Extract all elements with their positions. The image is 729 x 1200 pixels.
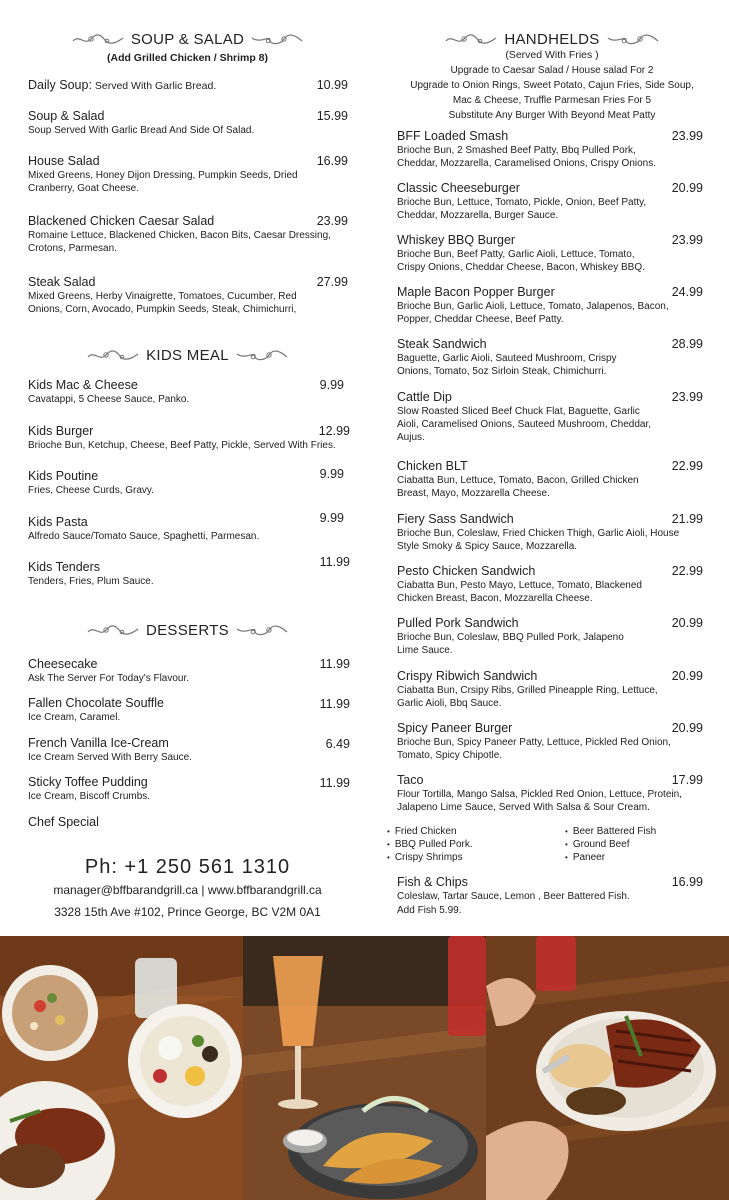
item-price: 11.99: [319, 697, 350, 711]
item-name: Kids Poutine: [28, 469, 99, 483]
item-price: 20.99: [671, 721, 703, 735]
item-desc: Brioche Bun, Coleslaw, Fried Chicken Thigh, Garlic Aioli, House Style Smoky & Spicy Sauce, Mozzarella.: [397, 528, 680, 552]
item-price: 20.99: [671, 181, 703, 195]
address: 3328 15th Ave #102, Prince George, BC V2M 0A1: [54, 905, 321, 919]
item-price: 15.99: [316, 109, 348, 123]
item-price: 28.99: [671, 337, 703, 351]
item-name: Soup & Salad: [28, 109, 105, 123]
item-price: 20.99: [671, 669, 703, 683]
item-name: House Salad: [28, 154, 100, 168]
right-flourish-icon: [250, 32, 304, 48]
item-price: 16.99: [671, 875, 703, 889]
item-price: 10.99: [316, 78, 348, 92]
food-photo-fish-chips: [243, 936, 486, 1200]
item-name: Daily Soup:: [28, 78, 92, 92]
item-desc: Brioche Bun, Garlic Aioli, Lettuce, Tomato, Jalapenos, Bacon, Popper, Cheddar Cheese, Beef Patty.: [397, 301, 669, 325]
item-name: Fiery Sass Sandwich: [397, 512, 514, 526]
item-name: Steak Salad: [28, 275, 96, 289]
menu-item: [28, 214, 338, 255]
item-desc: Ice Cream Served With Berry Sauce.: [28, 752, 192, 763]
item-price: 23.99: [316, 214, 348, 228]
upgrade-note: Upgrade to Onion Rings, Sweet Potato, Cajun Fries, Side Soup,: [410, 80, 694, 91]
menu-item: [397, 616, 637, 657]
food-photo-bowls-ribs: [0, 936, 243, 1200]
item-desc: Served With Garlic Bread.: [91, 80, 217, 92]
phone-number: Ph: +1 250 561 1310: [84, 856, 291, 878]
menu-item: [397, 459, 642, 500]
item-desc: Cavatappi, 5 Cheese Sauce, Panko.: [28, 394, 190, 405]
section-subtitle: (Served With Fries ): [505, 49, 599, 61]
menu-item: [397, 129, 672, 170]
item-price: 11.99: [319, 657, 350, 671]
menu-item: [28, 775, 328, 803]
item-price: 11.99: [319, 776, 350, 790]
item-price: 24.99: [671, 285, 703, 299]
item-desc: Brioche Bun, 2 Smashed Beef Patty, Bbq Pulled Pork, Cheddar, Mozzarella, Caramelised Onions, Crispy Onions.: [397, 145, 656, 169]
item-desc: Soup Served With Garlic Bread And Side Of Salad.: [28, 125, 255, 136]
item-name: BFF Loaded Smash: [397, 129, 509, 143]
left-flourish-icon: [71, 32, 125, 48]
menu-item: [397, 773, 697, 814]
item-price: 20.99: [671, 616, 703, 630]
right-flourish-icon: [235, 623, 289, 639]
section-title: KIDS MEAL: [146, 347, 229, 364]
item-desc: Alfredo Sauce/Tomato Sauce, Spaghetti, Parmesan.: [28, 531, 260, 542]
section-title: SOUP & SALAD: [130, 31, 245, 48]
item-price: 9.99: [319, 378, 344, 392]
section-title: DESSERTS: [146, 622, 229, 639]
item-price: 27.99: [316, 275, 348, 289]
option-item: • Crispy Shrimps: [387, 851, 473, 864]
item-desc: Ask The Server For Today's Flavour.: [28, 673, 190, 684]
item-price: 12.99: [318, 424, 350, 438]
substitute-note: Substitute Any Burger With Beyond Meat Patty: [448, 110, 656, 121]
item-name: Fallen Chocolate Souffle: [28, 696, 164, 710]
item-name: Classic Cheeseburger: [397, 181, 520, 195]
item-price: 22.99: [671, 564, 703, 578]
left-flourish-icon: [86, 623, 140, 639]
section-title: HANDHELDS: [504, 31, 600, 48]
item-desc: Coleslaw, Tartar Sauce, Lemon , Beer Battered Fish.: [397, 891, 630, 902]
handhelds-header: [375, 31, 729, 48]
section-subtitle: (Add Grilled Chicken / Shrimp 8): [106, 52, 269, 64]
taco-options-right: [565, 825, 656, 864]
item-name: Fish & Chips: [397, 875, 468, 889]
item-price: 21.99: [671, 512, 703, 526]
item-price: 23.99: [671, 129, 703, 143]
menu-item: [397, 233, 662, 274]
item-price: 17.99: [671, 773, 703, 787]
item-name: Cheesecake: [28, 657, 98, 671]
item-desc: Ciabatta Bun, Lettuce, Tomato, Bacon, Grilled Chicken Breast, Mayo, Mozzarella Cheese.: [397, 475, 639, 499]
item-desc: Brioche Bun, Coleslaw, BBQ Pulled Pork, Jalapeno Lime Sauce.: [397, 632, 624, 656]
item-price: 9.99: [319, 511, 344, 525]
item-name: Chef Special: [28, 815, 99, 829]
item-name: Chicken BLT: [397, 459, 468, 473]
upgrade-note: Mac & Cheese, Truffle Parmesan Fries For 5: [452, 95, 652, 106]
item-name: Pesto Chicken Sandwich: [397, 564, 536, 578]
menu-item: [28, 424, 348, 452]
item-desc: Ice Cream, Biscoff Crumbs.: [28, 791, 151, 802]
item-desc: Flour Tortilla, Mango Salsa, Pickled Red Onion, Lettuce, Protein, Jalapeno Lime Sauce, Served With Salsa & Sour Cream.: [397, 789, 682, 813]
item-name: Whiskey BBQ Burger: [397, 233, 516, 247]
item-price: 16.99: [316, 154, 348, 168]
desserts-header: [0, 622, 375, 639]
option-item: • BBQ Pulled Pork.: [387, 838, 473, 851]
menu-item: [397, 721, 682, 762]
item-desc: Brioche Bun, Beef Patty, Garlic Aioli, Lettuce, Tomato, Crispy Onions, Cheddar Cheese, Bacon, Whiskey BBQ.: [397, 249, 645, 273]
item-price: 23.99: [671, 233, 703, 247]
item-name: Taco: [397, 773, 424, 787]
item-desc: Ciabatta Bun, Pesto Mayo, Lettuce, Tomato, Blackened Chicken Breast, Bacon, Mozzarella Cheese.: [397, 580, 642, 604]
option-item: • Fried Chicken: [387, 825, 473, 838]
item-desc: Baguette, Garlic Aioli, Sauteed Mushroom, Crispy Onions, Tomato, 5oz Sirloin Steak, Chimichurri.: [397, 353, 617, 377]
item-name: Cattle Dip: [397, 390, 452, 404]
item-price: 11.99: [319, 555, 350, 569]
item-name: Kids Burger: [28, 424, 94, 438]
item-name: Kids Tenders: [28, 560, 101, 574]
item-name: Maple Bacon Popper Burger: [397, 285, 555, 299]
menu-item: [28, 560, 328, 588]
menu-item: [397, 512, 682, 553]
item-desc: Mixed Greens, Herby Vinaigrette, Tomatoes, Cucumber, Red Onions, Corn, Avocado, Pumpkin Seeds, Steak, Chimichurri,: [28, 291, 297, 315]
item-desc: Fries, Cheese Curds, Gravy.: [28, 485, 154, 496]
menu-item: [397, 181, 662, 222]
menu-item: [28, 657, 328, 685]
item-name: Pulled Pork Sandwich: [397, 616, 519, 630]
menu-item: [397, 875, 667, 917]
item-name: Sticky Toffee Pudding: [28, 775, 148, 789]
menu-item: [28, 78, 318, 92]
item-addon: Add Fish 5.99.: [397, 905, 462, 916]
left-flourish-icon: [444, 32, 498, 48]
item-name: Spicy Paneer Burger: [397, 721, 513, 735]
item-name: French Vanilla Ice-Cream: [28, 736, 169, 750]
item-desc: Mixed Greens, Honey Dijon Dressing, Pumpkin Seeds, Dried Cranberry, Goat Cheese.: [28, 170, 298, 194]
item-desc: Ciabatta Bun, Crsipy Ribs, Grilled Pineapple Ring, Lettuce, Garlic Aioli, Bbq Sauce.: [397, 685, 658, 709]
item-desc: Tenders, Fries, Plum Sauce.: [28, 576, 154, 587]
option-item: • Beer Battered Fish: [565, 825, 656, 838]
menu-item: [28, 736, 328, 764]
right-flourish-icon: [606, 32, 660, 48]
option-item: • Paneer: [565, 851, 656, 864]
item-desc: Brioche Bun, Lettuce, Tomato, Pickle, Onion, Beef Patty, Cheddar, Mozzarella, Burger Sauce.: [397, 197, 647, 221]
item-desc: Brioche Bun, Ketchup, Cheese, Beef Patty, Pickle, Served With Fries.: [28, 440, 336, 451]
item-desc: Slow Roasted Sliced Beef Chuck Flat, Baguette, Garlic Aioli, Caramelised Onions, Sauteed Mushroom, Cheddar, Aujus.: [397, 406, 652, 443]
menu-item: [28, 275, 333, 316]
menu-item: [397, 337, 637, 378]
menu-item: [28, 515, 328, 543]
food-photo-ribs-plate: [486, 936, 729, 1200]
item-price: 6.49: [325, 737, 350, 751]
option-item: • Ground Beef: [565, 838, 656, 851]
menu-item: [28, 154, 313, 195]
email-website: manager@bffbarandgrill.ca | www.bffbarandgrill.ca: [53, 883, 322, 897]
menu-item: [28, 696, 328, 724]
item-desc: Brioche Bun, Spicy Paneer Patty, Lettuce, Pickled Red Onion, Tomato, Spicy Chipotle.: [397, 737, 671, 761]
item-name: Crispy Ribwich Sandwich: [397, 669, 538, 683]
menu-item: [28, 469, 328, 497]
item-price: 9.99: [319, 467, 344, 481]
item-desc: Romaine Lettuce, Blackened Chicken, Bacon Bits, Caesar Dressing, Crotons, Parmesan.: [28, 230, 331, 254]
left-flourish-icon: [86, 348, 140, 364]
menu-item: [397, 285, 682, 326]
menu-item: [397, 390, 657, 444]
right-flourish-icon: [235, 348, 289, 364]
menu-item: [397, 564, 662, 605]
menu-item: [28, 378, 328, 406]
kids-meal-header: [0, 347, 375, 364]
item-name: Blackened Chicken Caesar Salad: [28, 214, 215, 228]
menu-item: [28, 109, 338, 137]
item-price: 23.99: [671, 390, 703, 404]
item-name: Kids Mac & Cheese: [28, 378, 138, 392]
taco-options-left: [387, 825, 473, 864]
soup-salad-header: [0, 31, 375, 48]
item-price: 22.99: [671, 459, 703, 473]
item-desc: Ice Cream, Caramel.: [28, 712, 121, 723]
menu-item: [28, 815, 328, 829]
menu-item: [397, 669, 672, 710]
item-name: Steak Sandwich: [397, 337, 487, 351]
upgrade-note: Upgrade to Caesar Salad / House salad For 2: [450, 65, 654, 76]
item-name: Kids Pasta: [28, 515, 88, 529]
